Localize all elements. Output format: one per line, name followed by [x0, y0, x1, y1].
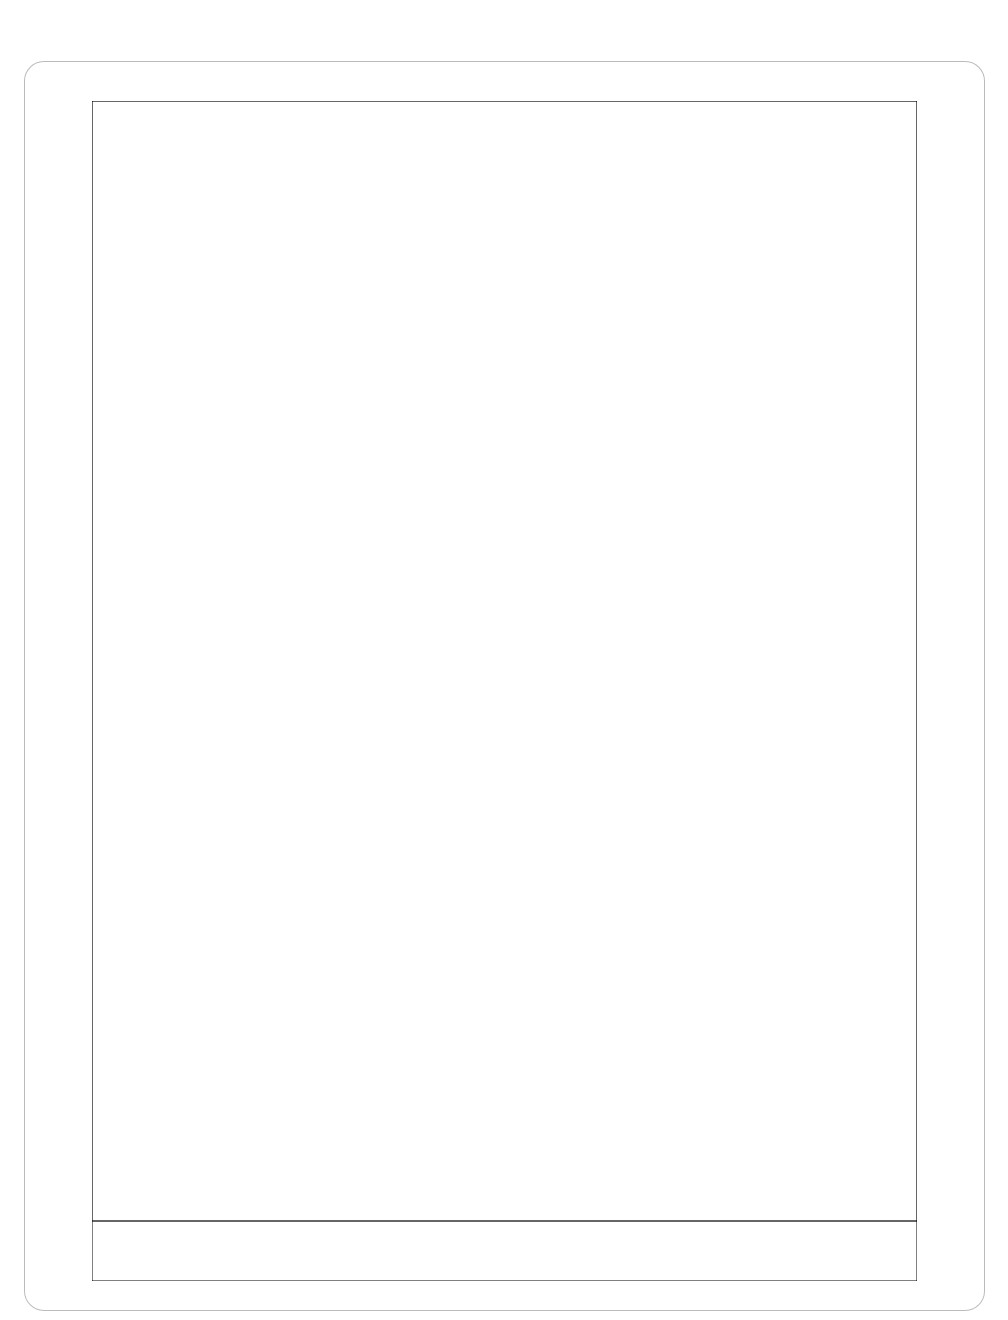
wiring-diagram-sheet [92, 101, 917, 1281]
wiring-diagram-svg [92, 101, 917, 1281]
